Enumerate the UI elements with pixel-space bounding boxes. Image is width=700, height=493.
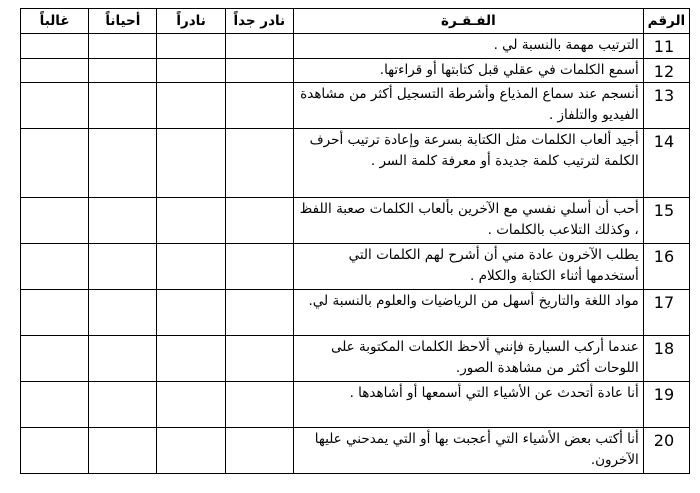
- row-item-text: أحب أن أسلي نفسي مع الآخرين بألعاب الكلمات صعبة اللفظ ، وكذلك التلاعب بالكلمات .: [293, 198, 643, 244]
- answer-cell-sometimes[interactable]: [89, 129, 157, 198]
- questionnaire-table: [20, 8, 690, 474]
- row-item-text: أنسجم عند سماع المذياع وأشرطة التسجيل أكثر من مشاهدة الفيديو والتلفاز .: [293, 83, 643, 129]
- answer-cell-sometimes[interactable]: [89, 428, 157, 474]
- table-row: [21, 336, 690, 382]
- answer-cell-often[interactable]: [21, 428, 89, 474]
- column-header-often: غالباً: [21, 9, 89, 34]
- table-row: [21, 382, 690, 428]
- answer-cell-sometimes[interactable]: [89, 382, 157, 428]
- answer-cell-very-rare[interactable]: [225, 244, 293, 290]
- answer-cell-sometimes[interactable]: [89, 83, 157, 129]
- table-row: [21, 83, 690, 129]
- answer-cell-very-rare[interactable]: [225, 290, 293, 336]
- answer-cell-often[interactable]: [21, 244, 89, 290]
- row-number: 17: [643, 290, 689, 336]
- answer-cell-very-rare[interactable]: [225, 336, 293, 382]
- row-item-text: أنا عادة أتحدث عن الأشياء التي أسمعها أو أشاهدها .: [293, 382, 643, 428]
- column-header-number: الرقم: [643, 9, 689, 34]
- table-row: [21, 129, 690, 198]
- answer-cell-rare[interactable]: [157, 59, 225, 83]
- answer-cell-often[interactable]: [21, 336, 89, 382]
- answer-cell-very-rare[interactable]: [225, 34, 293, 59]
- row-item-text: مواد اللغة والتاريخ أسهل من الرياضيات والعلوم بالنسبة لي.: [293, 290, 643, 336]
- row-item-text: يطلب الآخرون عادة مني أن أشرح لهم الكلمات التي أستخدمها أثناء الكتابة والكلام .: [293, 244, 643, 290]
- answer-cell-very-rare[interactable]: [225, 198, 293, 244]
- row-number: 13: [643, 83, 689, 129]
- column-header-sometimes: أحياناً: [89, 9, 157, 34]
- row-item-text: عندما أركب السيارة فإنني ألاحظ الكلمات المكتوبة على اللوحات أكثر من مشاهدة الصور.: [293, 336, 643, 382]
- row-item-text: أجيد ألعاب الكلمات مثل الكتابة بسرعة وإعادة ترتيب أحرف الكلمة لترتيب كلمة جديدة أو معرفة كلمة السر .: [293, 129, 643, 198]
- row-number: 20: [643, 428, 689, 474]
- column-header-rare: نادراً: [157, 9, 225, 34]
- answer-cell-very-rare[interactable]: [225, 59, 293, 83]
- table-row: [21, 244, 690, 290]
- row-item-text: أنا أكتب بعض الأشياء التي أعجبت بها أو التي يمدحني عليها الآخرون.: [293, 428, 643, 474]
- answer-cell-sometimes[interactable]: [89, 59, 157, 83]
- answer-cell-rare[interactable]: [157, 198, 225, 244]
- row-item-text: أسمع الكلمات في عقلي قبل كتابتها أو قراءتها.: [293, 59, 643, 83]
- answer-cell-rare[interactable]: [157, 244, 225, 290]
- answer-cell-often[interactable]: [21, 290, 89, 336]
- header-row: [21, 9, 690, 34]
- answer-cell-very-rare[interactable]: [225, 428, 293, 474]
- answer-cell-sometimes[interactable]: [89, 244, 157, 290]
- row-number: 15: [643, 198, 689, 244]
- answer-cell-often[interactable]: [21, 198, 89, 244]
- table-row: [21, 59, 690, 83]
- answer-cell-rare[interactable]: [157, 336, 225, 382]
- answer-cell-sometimes[interactable]: [89, 290, 157, 336]
- answer-cell-often[interactable]: [21, 83, 89, 129]
- table-row: [21, 198, 690, 244]
- answer-cell-very-rare[interactable]: [225, 129, 293, 198]
- column-header-very-rare: نادر جداً: [225, 9, 293, 34]
- answer-cell-rare[interactable]: [157, 83, 225, 129]
- table-row: [21, 290, 690, 336]
- answer-cell-rare[interactable]: [157, 290, 225, 336]
- answer-cell-rare[interactable]: [157, 428, 225, 474]
- row-number: 12: [643, 59, 689, 83]
- answer-cell-often[interactable]: [21, 59, 89, 83]
- answer-cell-rare[interactable]: [157, 34, 225, 59]
- row-number: 14: [643, 129, 689, 198]
- row-number: 11: [643, 34, 689, 59]
- answer-cell-sometimes[interactable]: [89, 198, 157, 244]
- answer-cell-sometimes[interactable]: [89, 336, 157, 382]
- answer-cell-rare[interactable]: [157, 382, 225, 428]
- answer-cell-often[interactable]: [21, 129, 89, 198]
- answer-cell-sometimes[interactable]: [89, 34, 157, 59]
- table-row: [21, 428, 690, 474]
- row-number: 16: [643, 244, 689, 290]
- answer-cell-often[interactable]: [21, 34, 89, 59]
- table-row: [21, 34, 690, 59]
- answer-cell-very-rare[interactable]: [225, 83, 293, 129]
- answer-cell-often[interactable]: [21, 382, 89, 428]
- answer-cell-rare[interactable]: [157, 129, 225, 198]
- row-number: 18: [643, 336, 689, 382]
- column-header-item: الفـقـرة: [293, 9, 643, 34]
- row-number: 19: [643, 382, 689, 428]
- row-item-text: الترتيب مهمة بالنسبة لي .: [293, 34, 643, 59]
- answer-cell-very-rare[interactable]: [225, 382, 293, 428]
